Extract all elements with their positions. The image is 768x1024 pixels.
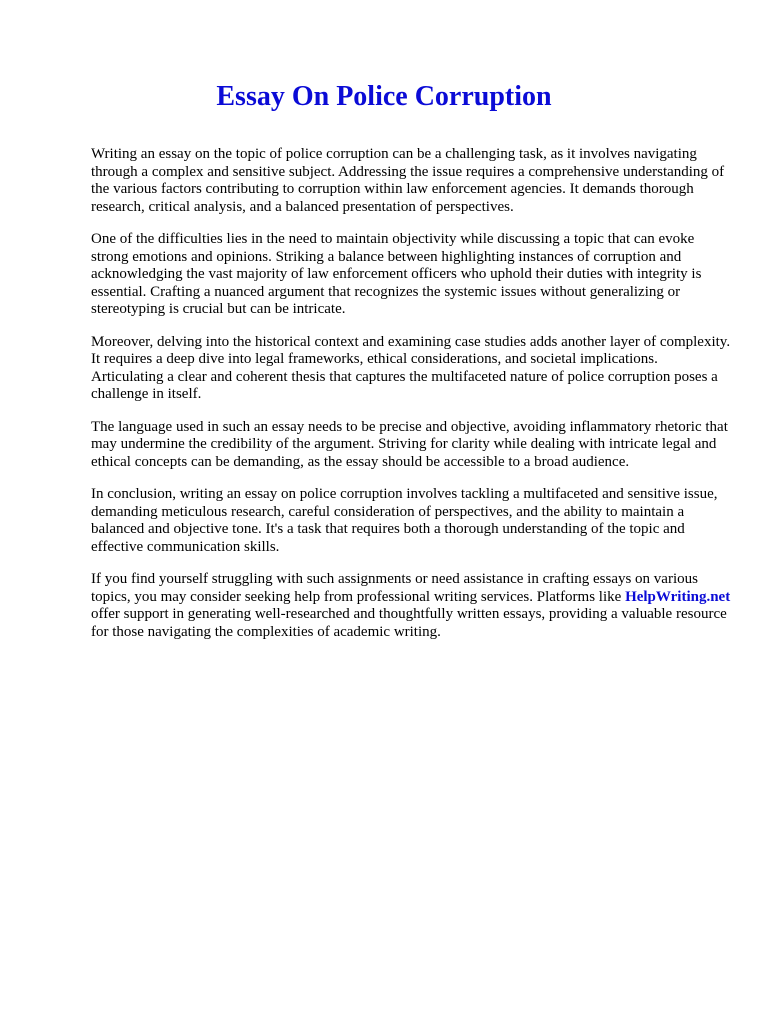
paragraph-6-before-link: If you find yourself struggling with such assignments or need assistance in crafting essays on various topics, you may consider seeking help from professional writing services. Platforms like xyxy=(91,571,698,605)
page-title: Essay On Police Corruption xyxy=(216,81,552,112)
helpwriting-link[interactable]: HelpWriting.net xyxy=(625,588,731,605)
paragraph-2: One of the difficulties lies in the need to maintain objectivity while discussing a topic that can evoke strong emotions and opinions. Striking a balance between highlighting instances of corruption and acknowledging the vast majority of law enforcement officers who uphold their duties with integrity is essential. Crafting a nuanced argument that recognizes the systemic issues without generalizing or stereotyping is crucial but can be intricate. xyxy=(91,231,702,317)
paragraph-6-after-link: offer support in generating well-researched and thoughtfully written essays, providing a valuable resource for those navigating the complexities of academic writing. xyxy=(91,606,727,640)
paragraph-6 xyxy=(91,571,731,641)
paragraph-3: Moreover, delving into the historical context and examining case studies adds another layer of complexity. It requires a deep dive into legal frameworks, ethical considerations, and societal implications. Articulating a clear and coherent thesis that captures the multifaceted nature of police corruption poses a challenge in itself. xyxy=(91,333,731,402)
paragraph-5: In conclusion, writing an essay on police corruption involves tackling a multifaceted and sensitive issue, demanding meticulous research, careful consideration of perspectives, and the ability to maintain a balanced and objective tone. It's a task that requires both a thorough understanding of the topic and effective communication skills. xyxy=(91,486,718,555)
essay-body xyxy=(91,146,731,656)
paragraph-1: Writing an essay on the topic of police corruption can be a challenging task, as it involves navigating through a complex and sensitive subject. Addressing the issue requires a comprehensive understanding of the various factors contributing to corruption within law enforcement agencies. It demands thorough research, critical analysis, and a balanced presentation of perspectives. xyxy=(91,146,725,215)
paragraph-4: The language used in such an essay needs to be precise and objective, avoiding inflammatory rhetoric that may undermine the credibility of the argument. Striving for clarity while dealing with intricate legal and ethical concepts can be demanding, as the essay should be accessible to a broad audience. xyxy=(91,418,728,470)
